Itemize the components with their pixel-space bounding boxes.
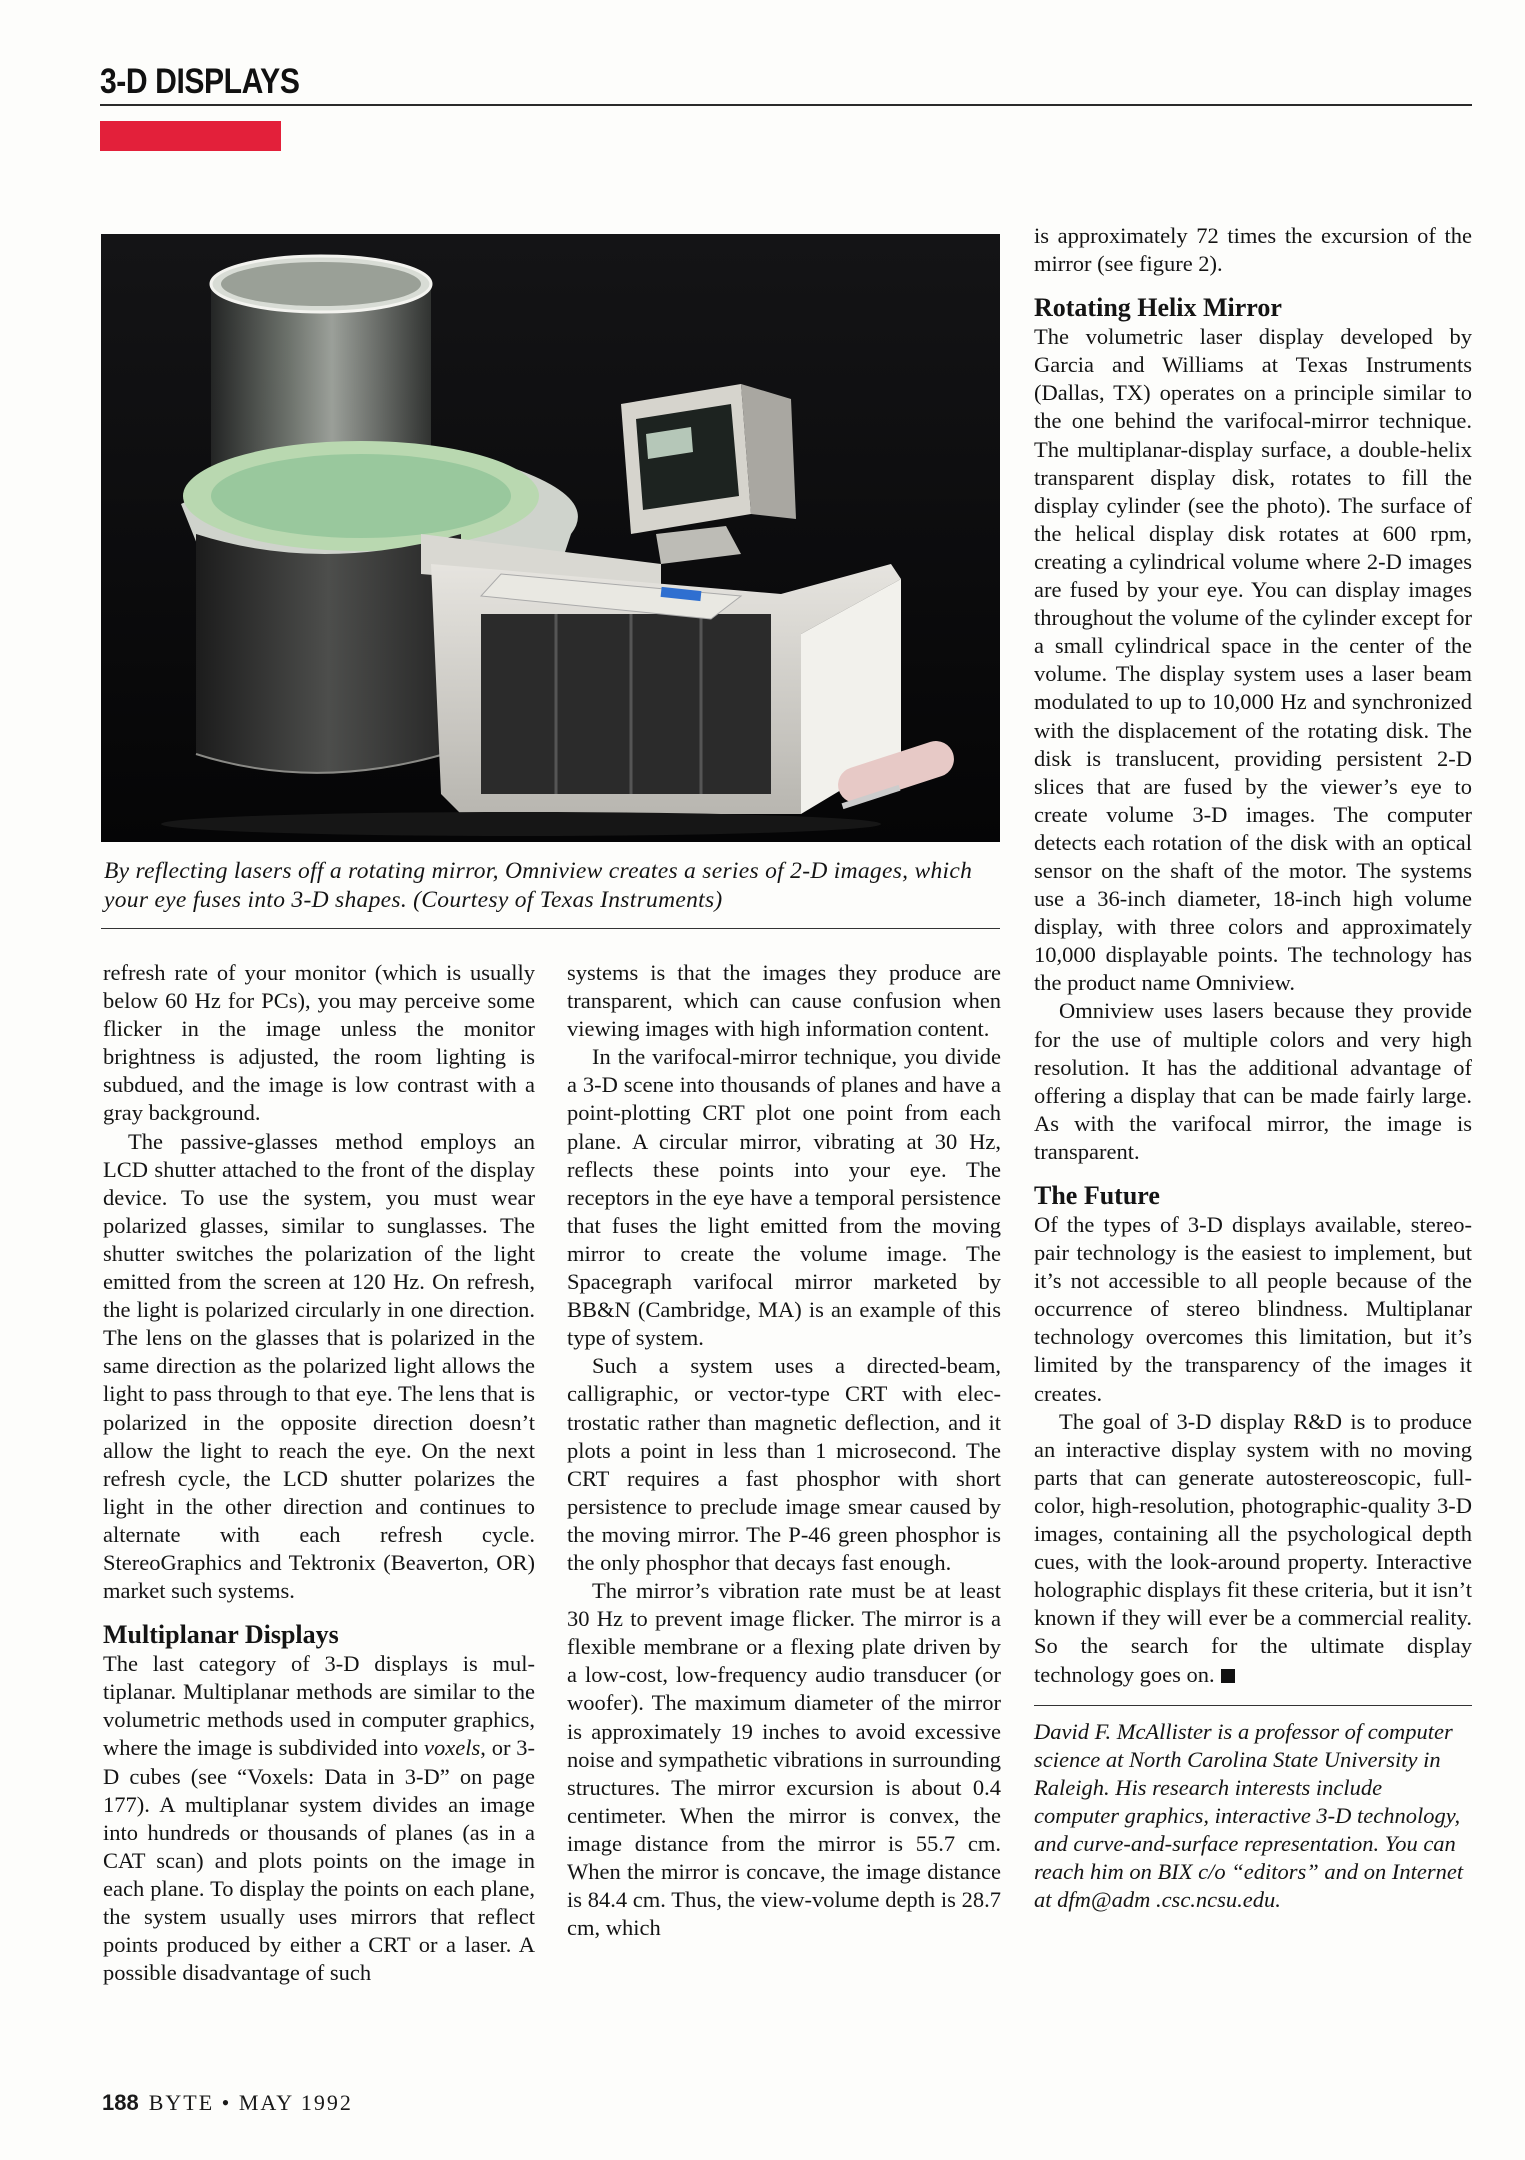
paragraph: refresh rate of your monitor (which is usually below 60 Hz for PCs), you may perceive some flicker in the image unless the monitor brightness is adjusted, the room lighting is subdued, and the image is low contrast with a gray background.	[103, 960, 535, 1126]
caption-rule	[101, 928, 1000, 929]
page-number: 188	[102, 2090, 139, 2115]
paragraph: The last category of 3-D displays is multiplanar. Multiplanar methods are similar to the volumetric methods used in computer graphics, where the image is subdivided into voxels, or 3-D cubes (see “Voxels: Data in 3-D” on page 177). A multiplanar system divides an image into hundreds or thousands of planes (as in a CAT scan) and plots points on the image in each plane. To display the points on each plane, the system usually uses mirrors that reflect points produced by either a CRT or a laser. A possible disadvantage of such	[103, 1651, 535, 1986]
paragraph: Omniview uses lasers because they provide for the use of multiple colors and very high resolution. It has the additional advantage of offering a display that can be made fairly large. As with the varifocal mirror, the image is transparent.	[1034, 998, 1472, 1164]
subhead-the-future: The Future	[1034, 1181, 1160, 1210]
section-color-tab	[100, 121, 281, 151]
paragraph: is approximately 72 times the excursion of the mirror (see figure 2).	[1034, 223, 1472, 277]
header-rule	[100, 104, 1472, 106]
author-bio: David F. McAllister is a professor of computer science at North Carolina State University in Raleigh. His research interests include computer graphics, interactive 3-D technology, and curve-and-surface representation. You can reach him on BIX c/o “editors” and on Internet at dfm@adm .csc.ncsu.edu.	[1034, 1718, 1464, 1913]
subhead-rotating-helix: Rotating Helix Mirror	[1034, 293, 1282, 323]
paragraph: Of the types of 3-D displays available, stereo-pair technology is the easiest to implement, but it’s not accessible to all people because of the occurrence of stereo blindness. Multiplanar technology overcomes this limitation, but it’s limited by the transparency of the images it creates.	[1034, 1212, 1472, 1406]
section-title: 3-D DISPLAYS	[100, 62, 300, 101]
photo-caption: By reflecting lasers off a rotating mirror, Omniview creates a series of 2-D images, which your eye fuses into 3-D shapes. (Courtesy of Texas Instruments)	[104, 858, 973, 913]
magazine-issue: BYTE • MAY 1992	[148, 2090, 353, 2115]
paragraph: systems is that the images they produce are transparent, which can cause confusion when viewing images with high information content.	[567, 960, 1001, 1042]
omniview-photo	[101, 234, 1000, 842]
paragraph: The goal of 3-D display R&D is to produce an interactive display system with no moving parts that can generate autostereoscopic, full-color, high-resolution, photographic-quality 3-D images, containing all the psychological depth cues, with the look-around property. Interactive holographic displays fit these criteria, but it isn’t known if they will ever be a commercial reality. So the search for the ultimate display technology goes on.	[1034, 1408, 1472, 1687]
bio-rule	[1034, 1705, 1472, 1706]
article-column-2	[567, 959, 1001, 1942]
end-of-article-mark	[1221, 1669, 1235, 1683]
omniview-photo-illustration	[101, 234, 1000, 842]
paragraph: Such a system uses a directed-beam, calligraphic, or vector-type CRT with electrostatic rather than magnetic deflection, and it plots a point in less than 1 microsecond. The CRT requires a fast phosphor with short persistence to preclude image smear caused by the moving mirror. The P-46 green phosphor is the only phosphor that decays fast enough.	[567, 1353, 1001, 1575]
paragraph: In the varifocal-mirror technique, you divide a 3-D scene into thousands of planes and have a point-plotting CRT plot one point from each plane. A circular mirror, vibrating at 30 Hz, reflects these points into your eye. The receptors in the eye have a temporal persistence that fuses the light emitted from the moving mirror to create the volume image. The Spacegraph varifocal mirror marketed by BB&N (Cambridge, MA) is an example of this type of system.	[567, 1044, 1001, 1351]
article-column-1	[103, 959, 535, 1987]
article-column-3	[1034, 222, 1472, 1914]
paragraph: The mirror’s vibration rate must be at least 30 Hz to prevent image flicker. The mirror is a flexible membrane or a flexing plate driven by a low-cost, low-frequency audio transducer (or woofer). The maximum diameter of the mirror is approximately 19 inches to avoid excessive noise and sympathetic vibrations in surrounding structures. The mirror excursion is about 0.4 centimeter. When the mirror is convex, the image distance from the mirror is 55.7 cm. When the mirror is concave, the image distance is 84.4 cm. Thus, the view-volume depth is 28.7 cm, which	[567, 1578, 1001, 1941]
page-footer	[102, 2090, 353, 2116]
subhead-multiplanar: Multiplanar Displays	[103, 1620, 339, 1650]
paragraph: The volumetric laser display developed by Garcia and Williams at Texas Instruments (Dallas, TX) operates on a principle similar to the one behind the varifocal-mirror technique. The multiplanar-display surface, a double-helix transparent display disk, rotates to fill the display cylinder (see the photo). The surface of the helical display disk rotates at 600 rpm, creating a cylindrical volume where 2-D images are fused by your eye. You can display images throughout the volume of the cylinder except for a small cylindrical space in the center of the volume. The display system uses a laser beam modulated to up to 10,000 Hz and synchronized with the displacement of the rotating disk. The disk is translucent, providing persistent 2-D slices that are fused by the viewer’s eye to create volume 3-D images. The computer detects each rotation of the disk with an optical sensor on the shaft of the motor. The systems use a 36-inch diameter, 18-inch high volume display, with three colors and approximately 10,000 displayable points. The technology has the product name Omniview.	[1034, 324, 1472, 996]
paragraph: The passive-glasses method employs an LCD shutter attached to the front of the display device. To use the system, you must wear polarized glasses, similar to sunglasses. The shutter switches the polarization of the light emitted from the screen at 120 Hz. On refresh, the light is polarized circularly in one direction. The lens on the glasses that is polarized in the same direction as the polarized light allows the light to pass through to that eye. The lens that is polarized in the opposite direction doesn’t allow the light to reach the eye. On the next refresh cycle, the LCD shutter polarizes the light in the other direction and continues to alternate with each refresh cycle. StereoGraphics and Tektronix (Beaverton, OR) market such systems.	[103, 1128, 535, 1604]
